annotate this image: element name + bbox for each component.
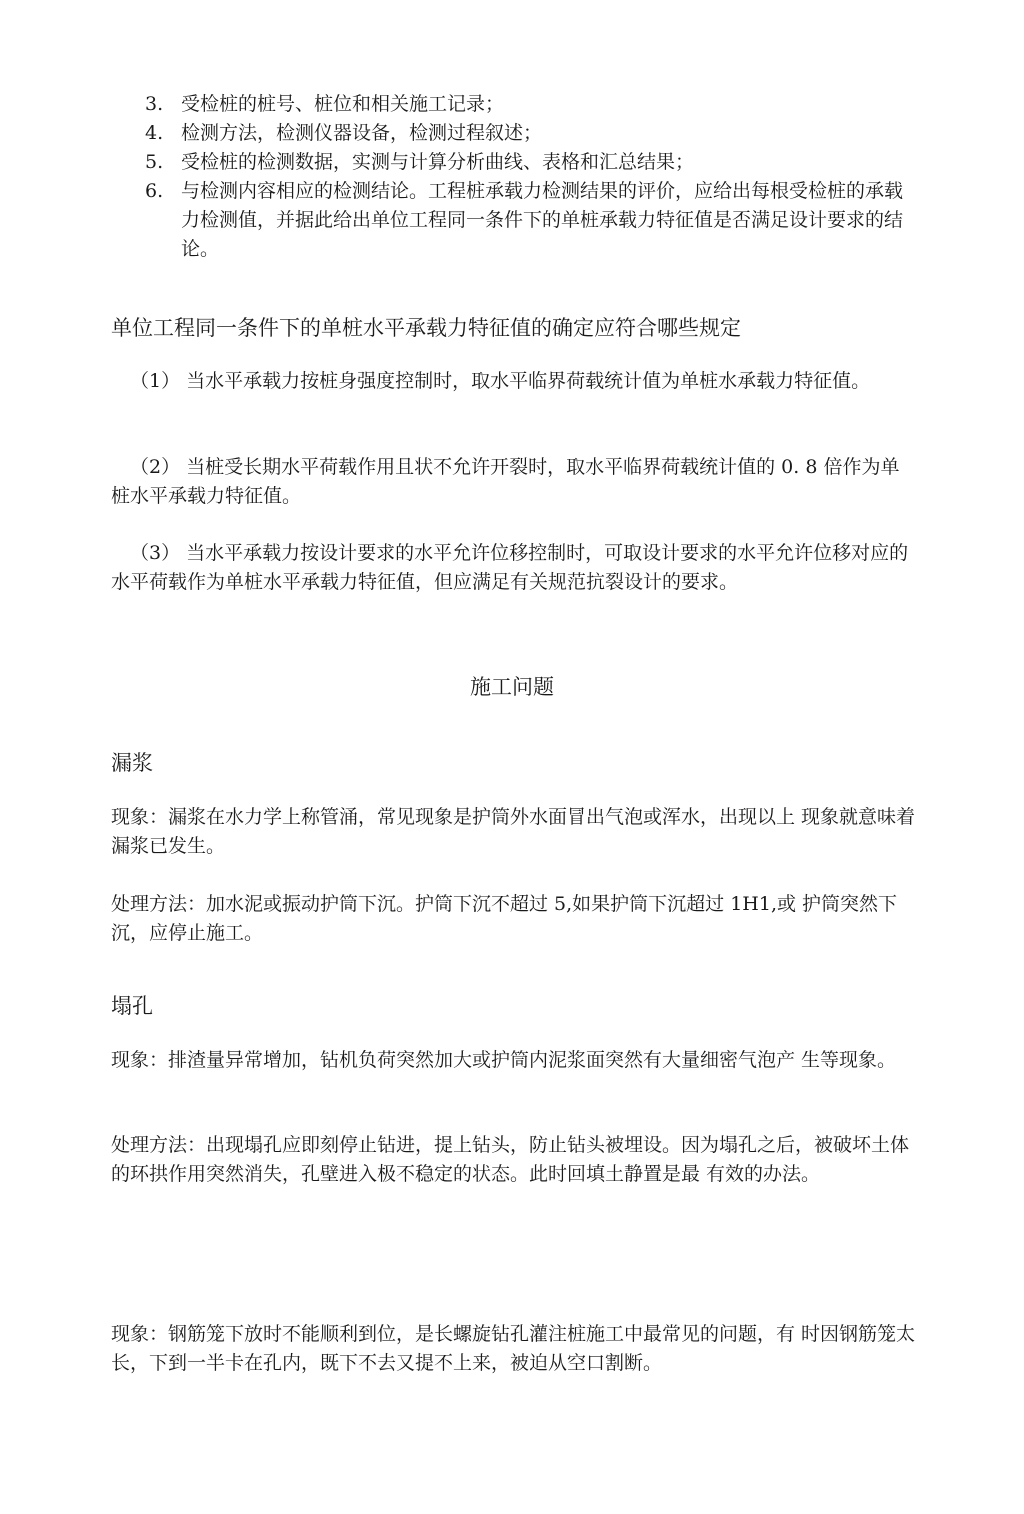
list-item-text: 受检桩的桩号、桩位和相关施工记录；	[181, 93, 505, 115]
report-contents-list	[145, 90, 915, 264]
list-item-number: 4.	[145, 122, 164, 144]
paragraph-collapse-method: 处理方法：出现塌孔应即刻停止钻进，提上钻头，防止钻头被埋设。因为塌孔之后，被破坏土体的环拱作用突然消失，孔壁进入极不稳定的状态。此时回填土静置是最 有效的办法。	[111, 1134, 910, 1185]
paragraph-leak-phenomenon: 现象：漏浆在水力学上称管涌，常见现象是护筒外水面冒出气泡或浑水，出现以上 现象就意味着漏浆已发生。	[111, 806, 916, 857]
list-item	[145, 90, 915, 119]
section-heading-horizontal-capacity: 单位工程同一条件下的单桩水平承载力特征值的确定应符合哪些规定	[111, 316, 741, 340]
list-item	[145, 177, 915, 264]
section-title-construction-issues: 施工问题	[470, 675, 554, 699]
paragraph-rule-3: （3） 当水平承载力按设计要求的水平允许位移控制时，可取设计要求的水平允许位移对应的水平荷载作为单桩水平承载力特征值，但应满足有关规范抗裂设计的要求。	[111, 542, 909, 593]
list-item	[145, 119, 915, 148]
list-item	[145, 148, 915, 177]
list-item-text: 检测方法，检测仪器设备，检测过程叙述；	[181, 122, 543, 144]
list-item-number: 5.	[145, 151, 164, 173]
paragraph-leak-method: 处理方法：加水泥或振动护筒下沉。护筒下沉不超过 5,如果护筒下沉超过 1H1,或 护筒突然下沉，应停止施工。	[111, 893, 898, 944]
subheading-leak: 漏浆	[111, 751, 153, 775]
list-item-number: 3.	[145, 93, 164, 115]
paragraph-rule-2: （2） 当桩受长期水平荷载作用且状不允许开裂时，取水平临界荷载统计值的 0. 8 倍作为单桩水平承载力特征值。	[111, 456, 900, 507]
paragraph-cage-phenomenon: 现象：钢筋笼下放时不能顺利到位，是长螺旋钻孔灌注桩施工中最常见的问题，有 时因钢筋笼太长，下到一半卡在孔内，既下不去又提不上来，被迫从空口割断。	[111, 1323, 916, 1374]
paragraph-rule-1: （1） 当水平承载力按桩身强度控制时，取水平临界荷载统计值为单桩水承载力特征值。	[130, 370, 871, 392]
list-item-number: 6.	[145, 180, 164, 202]
subheading-collapse: 塌孔	[111, 994, 153, 1018]
list-item-text: 受检桩的检测数据，实测与计算分析曲线、表格和汇总结果；	[181, 151, 695, 173]
paragraph-collapse-phenomenon: 现象：排渣量异常增加，钻机负荷突然加大或护筒内泥浆面突然有大量细密气泡产 生等现象。	[111, 1049, 897, 1071]
list-item-text: 与检测内容相应的检测结论。工程桩承载力检测结果的评价，应给出每根受检桩的承载力检测值，并据此给出单位工程同一条件下的单桩承载力特征值是否满足设计要求的结论。	[181, 180, 904, 260]
